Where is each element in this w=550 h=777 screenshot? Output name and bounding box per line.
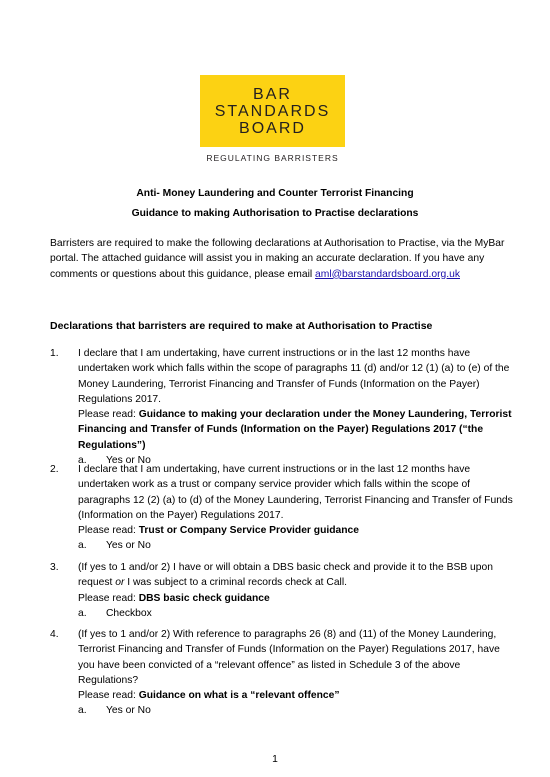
- declaration-number: 2.: [50, 464, 59, 475]
- declaration-item-1: [50, 346, 515, 468]
- please-read-label: Please read:: [78, 592, 139, 604]
- declaration-number: 4.: [50, 629, 59, 640]
- declaration-number: 1.: [50, 348, 59, 359]
- logo-line-bar: BAR: [253, 85, 292, 103]
- logo-line-board: BOARD: [239, 119, 306, 137]
- logo-line-standards: STANDARDS: [214, 102, 331, 120]
- please-read-label: Please read:: [78, 525, 139, 537]
- declaration-option: a. Yes or No: [78, 705, 151, 717]
- please-read-label: Please read:: [78, 690, 139, 702]
- intro-text: Barristers are required to make the following declarations at Authorisation to Practise, via the MyBar portal. The attached guidance will assist you in making an accurate declaration. If you have any comments or questions about this guidance, please email: [50, 238, 505, 280]
- please-read-label: Please read:: [78, 409, 139, 421]
- guidance-link[interactable]: Trust or Company Service Provider guidance: [138, 525, 359, 537]
- guidance-link[interactable]: Guidance on what is a “relevant offence”: [138, 690, 340, 702]
- declaration-item-2: [50, 462, 515, 554]
- declaration-item-4: [50, 627, 515, 719]
- declaration-number: 3.: [50, 562, 59, 573]
- declaration-option: a. Checkbox: [78, 607, 152, 619]
- option-value[interactable]: Yes or No: [106, 705, 151, 717]
- declaration-text: (If yes to 1 and/or 2) I have or will obtain a DBS basic check and provide it to the BSB upon request or I was subject to a criminal records check at Call. Please read: DBS basic check guidance: [78, 562, 493, 604]
- document-title: Anti- Money Laundering and Counter Terrorist Financing: [136, 188, 414, 199]
- option-value[interactable]: Yes or No: [106, 455, 151, 467]
- declaration-text: I declare that I am undertaking, have current instructions or in the last 12 months have undertaken work as a trust or company service provider which falls within the scope of paragraphs 12 (2) (a) to (d) of the Money Laundering, Terrorist Financing and Transfer of Funds (Information on the Payer) Regulations 2017. Please read: Trust or Company Service Provider guidance: [78, 464, 513, 537]
- page-number: 1: [272, 754, 278, 765]
- intro-paragraph: [50, 236, 510, 282]
- declaration-item-3: [50, 560, 515, 621]
- guidance-link[interactable]: DBS basic check guidance: [138, 592, 270, 604]
- logo-tagline: REGULATING BARRISTERS: [206, 153, 339, 163]
- declaration-option: a. Yes or No: [78, 455, 151, 467]
- option-value[interactable]: Yes or No: [106, 540, 151, 552]
- contact-email-link[interactable]: aml@barstandardsboard.org.uk: [315, 268, 460, 280]
- guidance-link[interactable]: Guidance to making your declaration under the Money Laundering, Terrorist Financing and Transfer of Funds (Information on the Payer) Regulations 2017 (“the Regulations”): [78, 409, 512, 451]
- option-value[interactable]: Checkbox: [106, 607, 152, 619]
- document-subtitle: Guidance to making Authorisation to Practise declarations: [131, 208, 419, 219]
- section-heading: Declarations that barristers are required to make at Authorisation to Practise: [50, 320, 433, 332]
- declaration-text: I declare that I am undertaking, have current instructions or in the last 12 months have undertaken work which falls within the scope of paragraphs 11 (d) and/or 12 (1) (a) to (e) of the Money Laundering, Terrorist Financing and Transfer of Funds (Information on the Payer) Regulations 2017. Please read: Guidance to making your declaration under the Money Laundering, Terrorist Financing and Transfer of Funds (Information on the Payer) Regulations 2017 (“the Regulations”): [78, 348, 512, 451]
- declaration-option: a. Yes or No: [78, 540, 151, 552]
- declaration-text: (If yes to 1 and/or 2) With reference to paragraphs 26 (8) and (11) of the Money Laundering, Terrorist Financing and Transfer of Funds (Information on the Payer) Regulations 2017, have you have been convicted of a “relevant offence” as listed in Schedule 3 of the above Regulations? Please read: Guidance on what is a “relevant offence”: [78, 629, 500, 702]
- bsb-logo: [200, 75, 345, 147]
